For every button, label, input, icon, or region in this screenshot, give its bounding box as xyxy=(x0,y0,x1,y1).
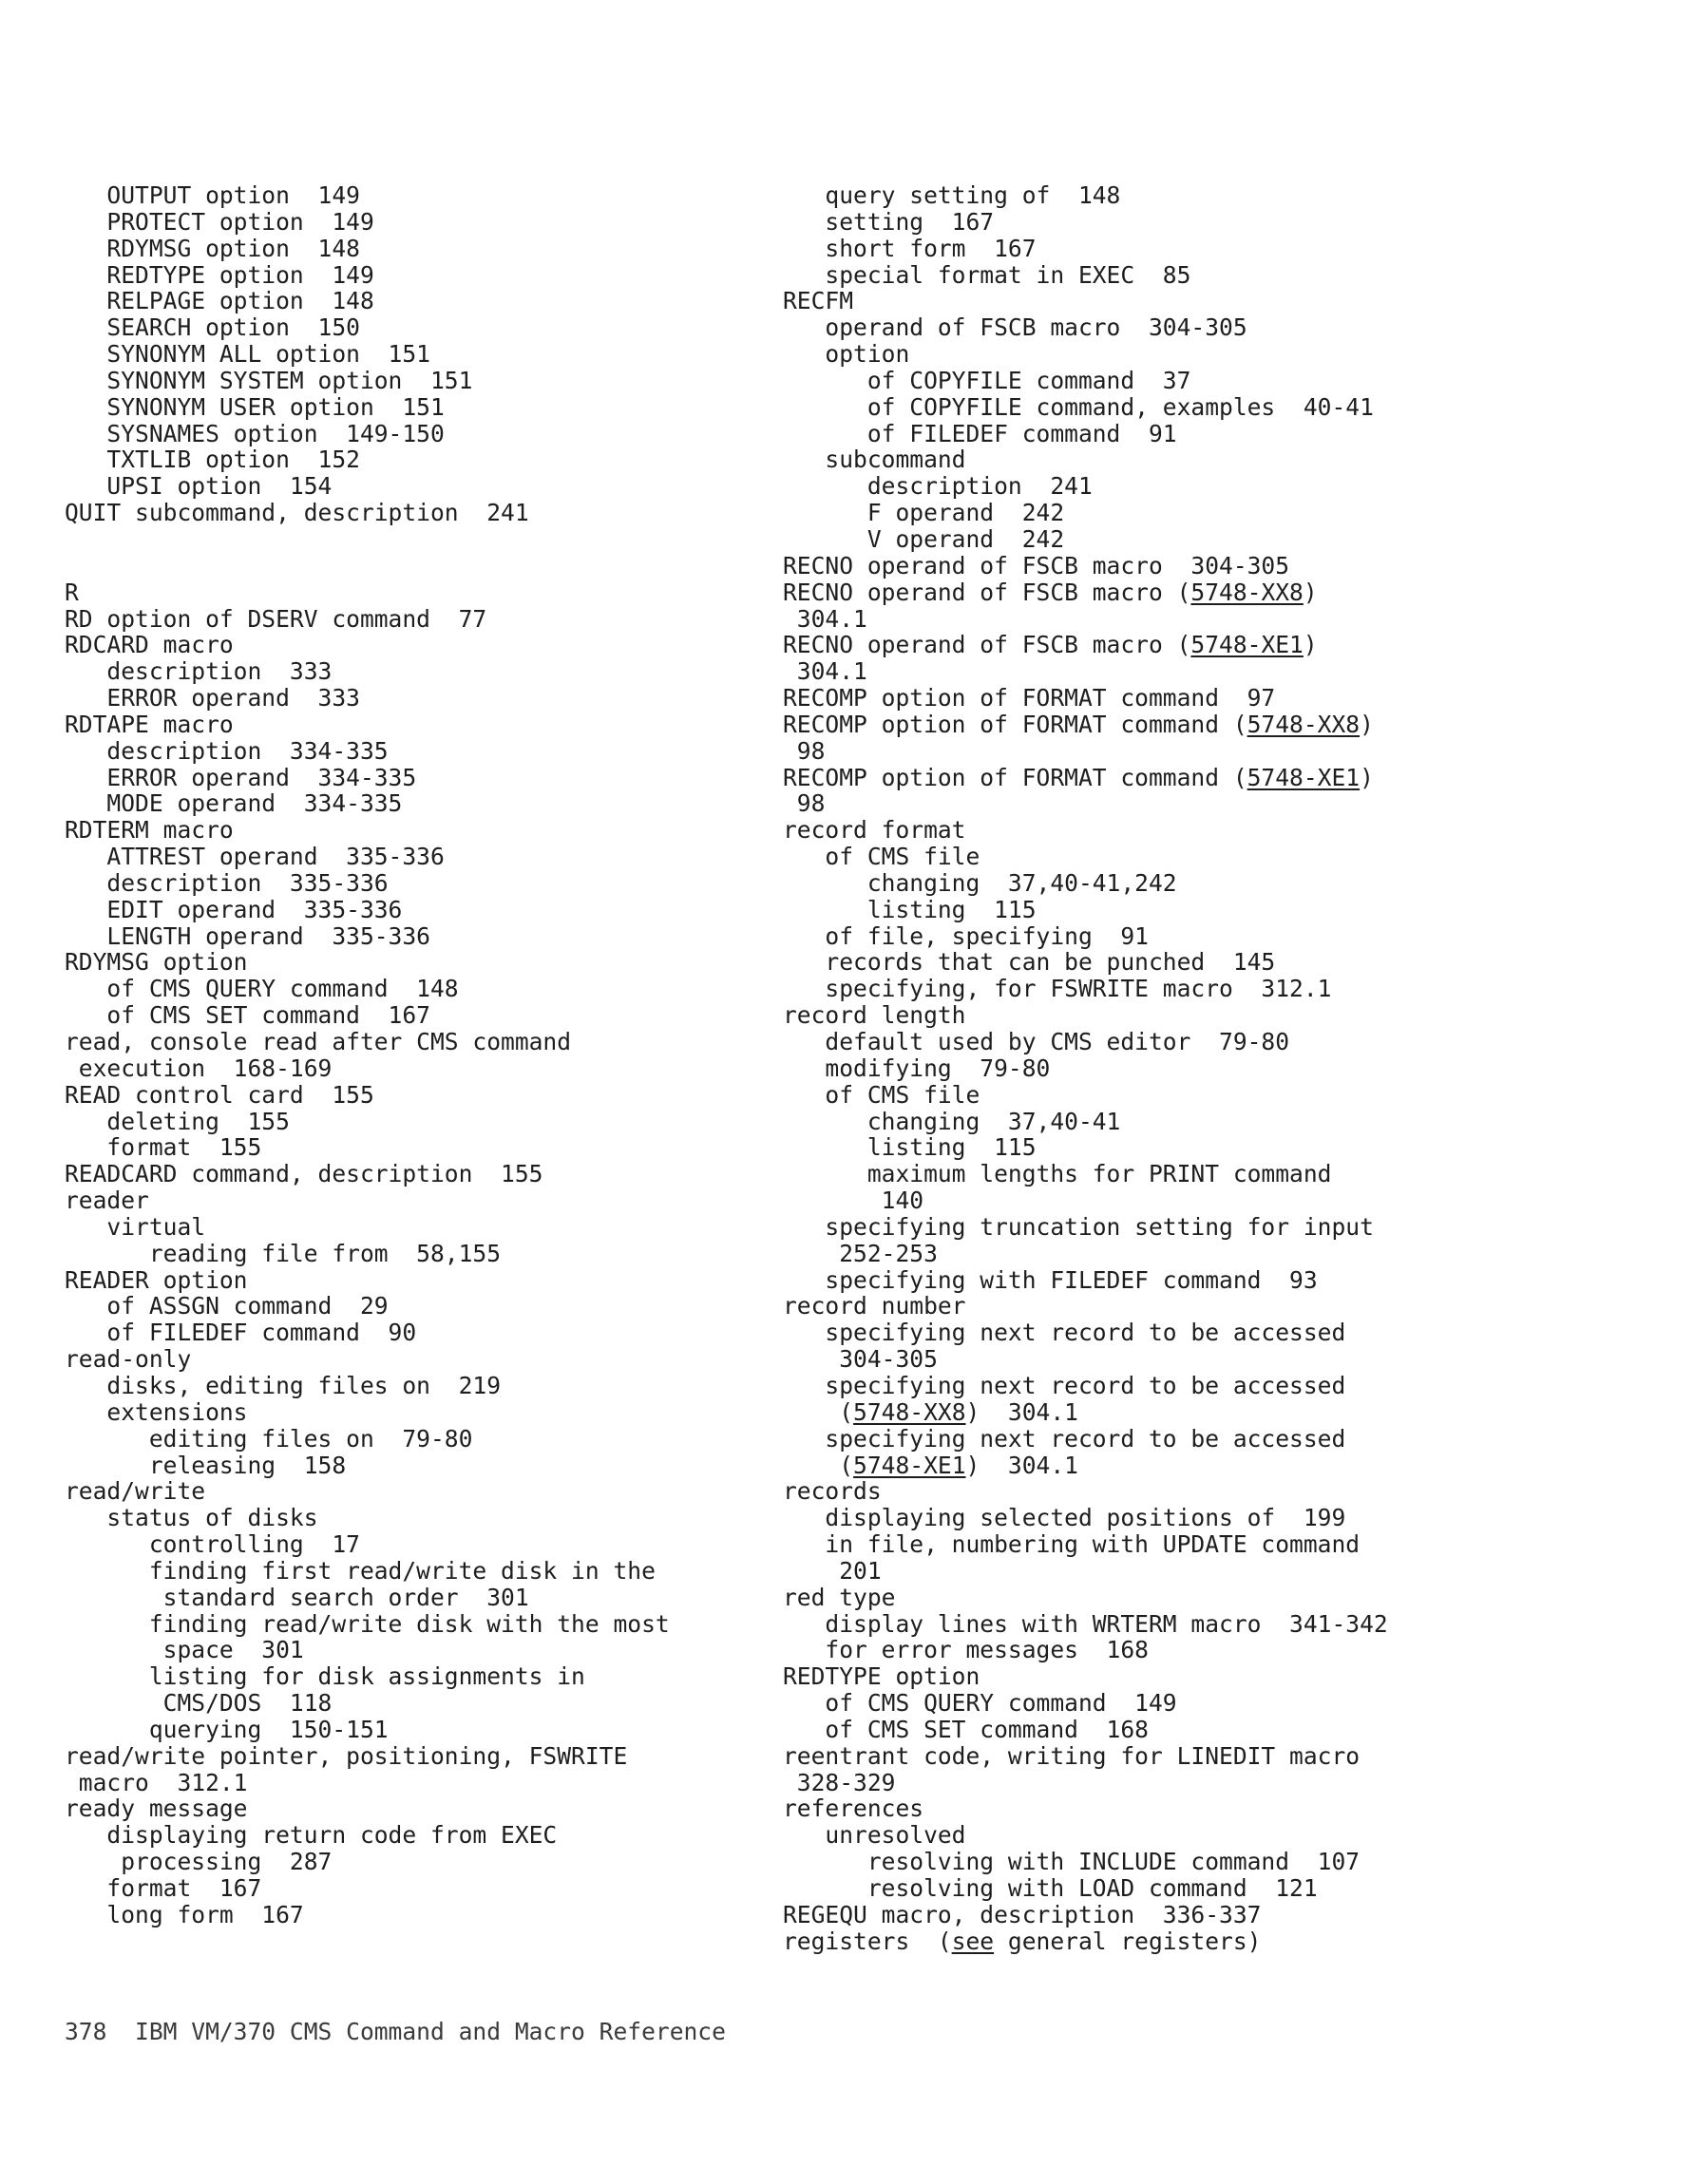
index-entry: SYNONYM USER option 151 xyxy=(65,392,445,421)
index-entry: record number xyxy=(783,1292,966,1320)
index-entry: special format in EXEC 85 xyxy=(783,260,1191,289)
index-entry: querying 150-151 xyxy=(65,1715,389,1743)
index-entry: record format xyxy=(783,816,966,845)
index-entry: references xyxy=(783,1795,924,1823)
index-entry: virtual xyxy=(65,1212,206,1241)
index-entry: READER option xyxy=(65,1265,248,1294)
index-entry: description 334-335 xyxy=(65,736,389,765)
index-entry: releasing 158 xyxy=(65,1451,347,1479)
underlined-text: 5748-XX8 xyxy=(853,1397,966,1426)
index-entry: RECNO operand of FSCB macro (5748-XX8) xyxy=(783,578,1318,606)
index-entry: of FILEDEF command 91 xyxy=(783,419,1177,447)
index-entry: REDTYPE option xyxy=(783,1662,980,1691)
index-entry: finding read/write disk with the most xyxy=(65,1609,670,1638)
page-footer: 378 IBM VM/370 CMS Command and Macro Reference xyxy=(65,2018,726,2045)
index-entry: R xyxy=(65,578,79,606)
index-entry: 140 xyxy=(783,1187,924,1215)
index-entry: EDIT operand 335-336 xyxy=(65,895,403,923)
index-entry: subcommand xyxy=(783,446,966,474)
index-entry: of CMS file xyxy=(783,843,980,871)
index-entry: 304-305 xyxy=(783,1345,938,1374)
index-entry: specifying next record to be accessed xyxy=(783,1319,1346,1347)
index-entry: setting 167 xyxy=(783,207,995,236)
index-entry: displaying return code from EXEC xyxy=(65,1821,558,1850)
index-entry: RDTERM macro xyxy=(65,816,234,845)
index-entry: red type xyxy=(783,1583,896,1611)
index-entry: READ control card 155 xyxy=(65,1080,374,1109)
index-entry: in file, numbering with UPDATE command xyxy=(783,1530,1361,1559)
index-entry: registers (see general registers) xyxy=(783,1927,1262,1955)
index-entry: option xyxy=(783,340,910,369)
index-entry: UPSI option 154 xyxy=(65,472,333,501)
index-entry: status of disks xyxy=(65,1504,318,1532)
index-entry: read/write xyxy=(65,1477,206,1506)
index-entry: of CMS SET command 167 xyxy=(65,1001,430,1030)
index-entry: editing files on 79-80 xyxy=(65,1424,473,1453)
index-entry: 98 xyxy=(783,789,826,818)
index-entry: RECOMP option of FORMAT command 97 xyxy=(783,684,1276,712)
index-entry: listing for disk assignments in xyxy=(65,1662,585,1691)
index-entry: READCARD command, description 155 xyxy=(65,1160,543,1188)
index-entry: description 333 xyxy=(65,657,333,686)
index-entry: specifying next record to be accessed xyxy=(783,1371,1346,1399)
index-entry: maximum lengths for PRINT command xyxy=(783,1160,1332,1188)
index-entry: of COPYFILE command, examples 40-41 xyxy=(783,392,1374,421)
index-entry: specifying with FILEDEF command 93 xyxy=(783,1265,1318,1294)
index-entry: for error messages 168 xyxy=(783,1636,1149,1664)
index-entry: 304.1 xyxy=(783,657,867,686)
index-entry: RECOMP option of FORMAT command (5748-XX8) xyxy=(783,710,1374,738)
index-entry xyxy=(65,526,670,553)
index-entry: 252-253 xyxy=(783,1239,938,1267)
index-entry: TXTLIB option 152 xyxy=(65,446,360,474)
index-entry: reading file from 58,155 xyxy=(65,1239,502,1267)
index-entry: RDTAPE macro xyxy=(65,710,234,738)
index-entry: SYNONYM ALL option 151 xyxy=(65,340,430,369)
index-entry: modifying 79-80 xyxy=(783,1054,1051,1082)
index-entry: MODE operand 334-335 xyxy=(65,789,403,818)
index-entry: RECNO operand of FSCB macro (5748-XE1) xyxy=(783,631,1318,659)
index-entry: description 335-336 xyxy=(65,868,389,897)
index-entry: SEARCH option 150 xyxy=(65,313,360,342)
index-entry: RDYMSG option xyxy=(65,948,248,977)
index-right-column xyxy=(783,182,1388,1955)
index-entry xyxy=(65,553,670,579)
index-entry: deleting 155 xyxy=(65,1107,290,1135)
index-entry: listing 115 xyxy=(783,1133,1037,1162)
index-entry: (5748-XX8) 304.1 xyxy=(783,1397,1078,1426)
index-entry: unresolved xyxy=(783,1821,966,1850)
underlined-text: 5748-XE1 xyxy=(853,1451,966,1479)
index-entry: resolving with LOAD command 121 xyxy=(783,1874,1318,1902)
index-entry: F operand 242 xyxy=(783,499,1065,527)
index-entry: RD option of DSERV command 77 xyxy=(65,604,487,633)
index-entry: QUIT subcommand, description 241 xyxy=(65,499,529,527)
index-entry: read/write pointer, positioning, FSWRITE xyxy=(65,1741,628,1770)
index-entry: records xyxy=(783,1477,882,1506)
index-entry: of CMS QUERY command 149 xyxy=(783,1689,1177,1718)
index-entry: reader xyxy=(65,1187,149,1215)
index-entry: RECNO operand of FSCB macro 304-305 xyxy=(783,551,1290,579)
index-entry: SYSNAMES option 149-150 xyxy=(65,419,445,447)
index-entry: LENGTH operand 335-336 xyxy=(65,921,430,950)
index-entry: SYNONYM SYSTEM option 151 xyxy=(65,366,473,394)
index-entry: processing 287 xyxy=(65,1848,333,1876)
index-entry: PROTECT option 149 xyxy=(65,207,374,236)
index-entry: controlling 17 xyxy=(65,1530,360,1559)
index-entry: specifying next record to be accessed xyxy=(783,1424,1346,1453)
index-entry: default used by CMS editor 79-80 xyxy=(783,1028,1290,1055)
index-entry: CMS/DOS 118 xyxy=(65,1689,333,1718)
index-entry: ATTREST operand 335-336 xyxy=(65,843,445,871)
index-entry: V operand 242 xyxy=(783,524,1065,553)
index-entry: 328-329 xyxy=(783,1768,896,1796)
index-entry: 201 xyxy=(783,1556,882,1585)
underlined-text: 5748-XE1 xyxy=(1247,763,1361,791)
index-entry: reentrant code, writing for LINEDIT macro xyxy=(783,1741,1361,1770)
index-entry: RELPAGE option 148 xyxy=(65,287,374,315)
index-entry: query setting of 148 xyxy=(783,181,1121,209)
index-entry: displaying selected positions of 199 xyxy=(783,1504,1346,1532)
index-entry: of CMS SET command 168 xyxy=(783,1715,1149,1743)
index-entry: RDCARD macro xyxy=(65,631,234,659)
index-entry: specifying truncation setting for input xyxy=(783,1212,1374,1241)
index-entry: execution 168-169 xyxy=(65,1054,333,1082)
index-entry: ERROR operand 333 xyxy=(65,684,360,712)
index-entry: long form 167 xyxy=(65,1900,304,1928)
index-entry: RDYMSG option 148 xyxy=(65,234,360,262)
index-entry: 304.1 xyxy=(783,604,867,633)
index-entry: extensions xyxy=(65,1397,248,1426)
index-entry: listing 115 xyxy=(783,895,1037,923)
index-entry: read, console read after CMS command xyxy=(65,1028,572,1055)
index-entry: operand of FSCB macro 304-305 xyxy=(783,313,1247,342)
index-entry: display lines with WRTERM macro 341-342 xyxy=(783,1609,1388,1638)
index-entry: changing 37,40-41 xyxy=(783,1107,1121,1135)
underlined-text: see xyxy=(951,1927,995,1955)
index-entry: REDTYPE option 149 xyxy=(65,260,374,289)
index-entry: of COPYFILE command 37 xyxy=(783,366,1191,394)
index-entry: of file, specifying 91 xyxy=(783,921,1149,950)
underlined-text: 5748-XE1 xyxy=(1190,631,1304,659)
index-entry: macro 312.1 xyxy=(65,1768,248,1796)
index-entry: specifying, for FSWRITE macro 312.1 xyxy=(783,975,1332,1003)
index-left-column xyxy=(65,182,670,1928)
index-entry: finding first read/write disk in the xyxy=(65,1556,656,1585)
index-entry: (5748-XE1) 304.1 xyxy=(783,1451,1078,1479)
index-entry: standard search order 301 xyxy=(65,1583,529,1611)
index-entry: changing 37,40-41,242 xyxy=(783,868,1177,897)
underlined-text: 5748-XX8 xyxy=(1247,710,1361,738)
index-entry: of CMS QUERY command 148 xyxy=(65,975,459,1003)
index-entry: ready message xyxy=(65,1795,248,1823)
index-entry: space 301 xyxy=(65,1636,304,1664)
index-entry: OUTPUT option 149 xyxy=(65,181,360,209)
index-entry: description 241 xyxy=(783,472,1093,501)
index-entry: format 155 xyxy=(65,1133,262,1162)
underlined-text: 5748-XX8 xyxy=(1190,578,1304,606)
index-entry: format 167 xyxy=(65,1874,262,1902)
index-entry: disks, editing files on 219 xyxy=(65,1371,502,1399)
index-entry: records that can be punched 145 xyxy=(783,948,1276,977)
index-entry: ERROR operand 334-335 xyxy=(65,763,417,791)
index-entry: REGEQU macro, description 336-337 xyxy=(783,1900,1262,1928)
index-entry: short form 167 xyxy=(783,234,1037,262)
index-entry: of FILEDEF command 90 xyxy=(65,1319,417,1347)
index-entry: of CMS file xyxy=(783,1080,980,1109)
index-entry: record length xyxy=(783,1001,966,1030)
index-entry: resolving with INCLUDE command 107 xyxy=(783,1848,1361,1876)
index-entry: RECFM xyxy=(783,287,854,315)
index-entry: RECOMP option of FORMAT command (5748-XE1) xyxy=(783,763,1374,791)
index-entry: 98 xyxy=(783,736,826,765)
index-entry: read-only xyxy=(65,1345,192,1374)
index-entry: of ASSGN command 29 xyxy=(65,1292,389,1320)
